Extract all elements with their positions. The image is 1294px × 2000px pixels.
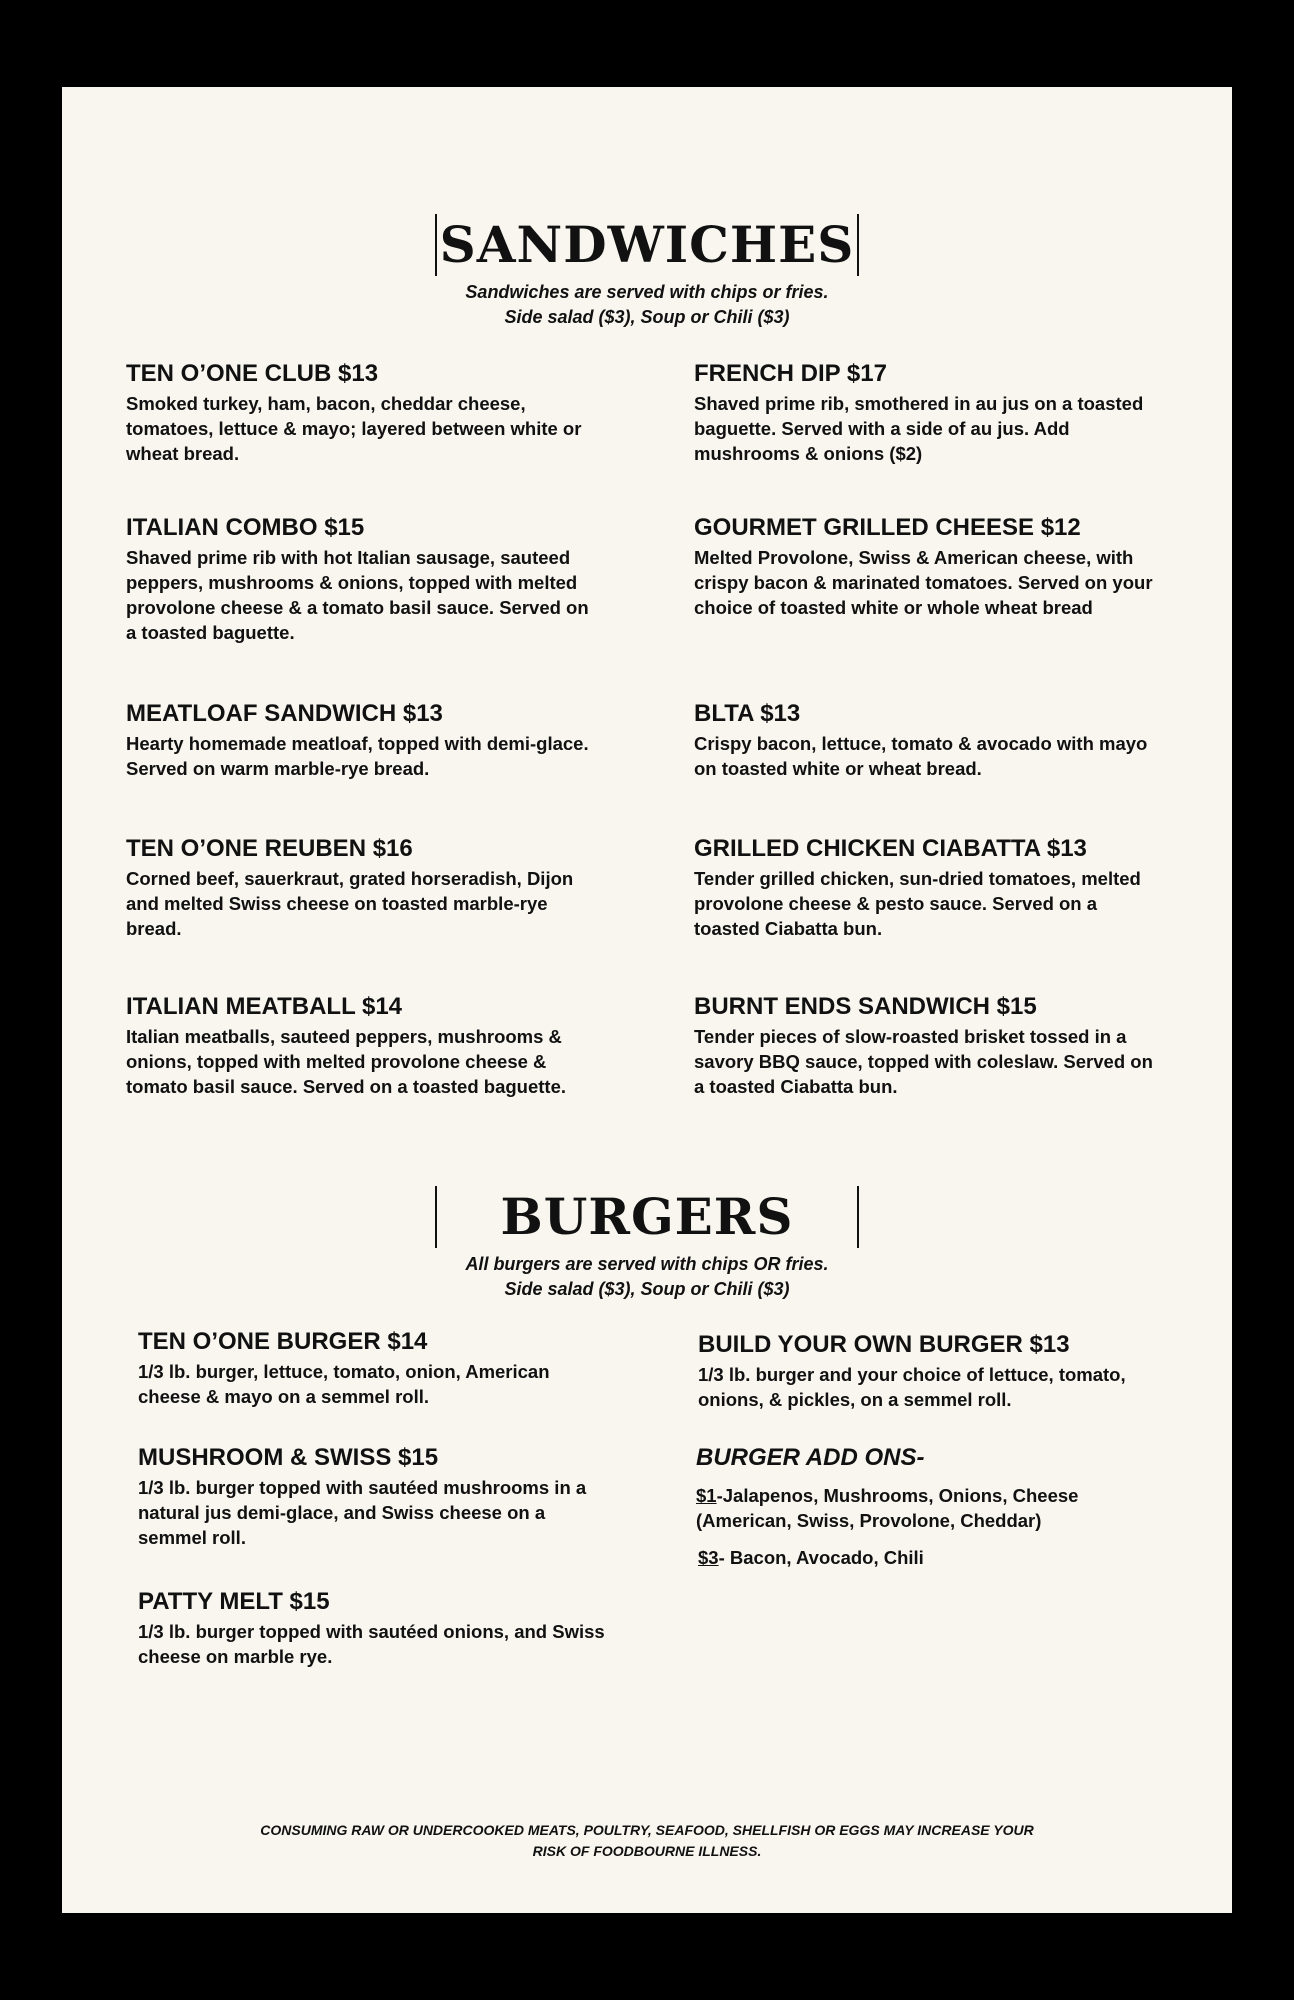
menu-item (126, 992, 596, 1099)
burgers-title: BURGERS (500, 1187, 794, 1246)
title-divider-left (435, 214, 437, 276)
sandwiches-header (62, 214, 1232, 330)
item-name: GRILLED CHICKEN CIABATTA $13 (694, 835, 1087, 862)
item-name: TEN O’ONE REUBEN $16 (126, 835, 413, 862)
item-name: ITALIAN COMBO $15 (126, 514, 365, 541)
item-name: BURNT ENDS SANDWICH $15 (694, 993, 1037, 1020)
title-divider-right (857, 1186, 859, 1248)
item-name: BLTA $13 (694, 700, 801, 727)
item-description: Shaved prime rib, smothered in au jus on a toasted baguette. Served with a side of au jus. Add mushrooms & onions ($2) (694, 393, 1144, 464)
sandwiches-subtitle (62, 280, 1232, 330)
sandwiches-subtitle-line: Sandwiches are served with chips or fries. (465, 282, 829, 302)
menu-item (126, 513, 596, 645)
item-description: 1/3 lb. burger and your choice of lettuce, tomato, onions, & pickles, on a semmel roll. (698, 1364, 1126, 1410)
title-divider-right (857, 214, 859, 276)
item-name: BUILD YOUR OWN BURGER $13 (698, 1331, 1070, 1358)
item-description: Crispy bacon, lettuce, tomato & avocado with mayo on toasted white or wheat bread. (694, 733, 1148, 779)
menu-item (698, 1330, 1168, 1412)
menu-page (62, 87, 1232, 1913)
sandwiches-title-frame (435, 214, 859, 276)
item-description: Corned beef, sauerkraut, grated horseradish, Dijon and melted Swiss cheese on toasted marble-rye bread. (126, 868, 574, 939)
item-name: PATTY MELT $15 (138, 1588, 330, 1615)
disclaimer-line: CONSUMING RAW OR UNDERCOOKED MEATS, POULTRY, SEAFOOD, SHELLFISH OR EGGS MAY INCREASE YOUR (260, 1822, 1034, 1838)
item-name: FRENCH DIP $17 (694, 360, 887, 387)
item-name: TEN O’ONE BURGER $14 (138, 1328, 428, 1355)
menu-item (126, 699, 596, 781)
menu-item (138, 1327, 608, 1409)
menu-item (138, 1587, 608, 1669)
burgers-subtitle-line: Side salad ($3), Soup or Chili ($3) (504, 1279, 790, 1299)
addon-tier-1 (696, 1483, 1166, 1533)
menu-item (694, 992, 1164, 1099)
burgers-title-frame (435, 1186, 859, 1248)
item-description: Melted Provolone, Swiss & American cheese, with crispy bacon & marinated tomatoes. Served on your choice of toasted white or whole wheat bread (694, 547, 1153, 618)
title-divider-left (435, 1186, 437, 1248)
menu-item (138, 1443, 608, 1550)
menu-item (126, 834, 596, 941)
burgers-subtitle (62, 1252, 1232, 1302)
item-name: MUSHROOM & SWISS $15 (138, 1444, 439, 1471)
menu-item (126, 359, 596, 466)
item-description: Tender pieces of slow-roasted brisket tossed in a savory BBQ sauce, topped with coleslaw. Served on a toasted Ciabatta bun. (694, 1026, 1153, 1097)
menu-item (694, 834, 1164, 941)
sandwiches-title: SANDWICHES (439, 215, 855, 274)
item-name: GOURMET GRILLED CHEESE $12 (694, 514, 1081, 541)
menu-item (694, 699, 1164, 781)
burgers-subtitle-line: All burgers are served with chips OR fries. (465, 1254, 829, 1274)
item-description: Hearty homemade meatloaf, topped with demi-glace. Served on warm marble-rye bread. (126, 733, 589, 779)
item-name: ITALIAN MEATBALL $14 (126, 993, 403, 1020)
burger-addons (696, 1443, 1166, 1570)
menu-item (694, 513, 1164, 620)
addon-tier-items: -Jalapenos, Mushrooms, Onions, Cheese (American, Swiss, Provolone, Cheddar) (696, 1485, 1079, 1531)
item-description: Tender grilled chicken, sun-dried tomatoes, melted provolone cheese & pesto sauce. Served on a toasted Ciabatta bun. (694, 868, 1141, 939)
addon-tier-price: $1 (696, 1485, 717, 1506)
item-description: Shaved prime rib with hot Italian sausage, sauteed peppers, mushrooms & onions, topped with melted provolone cheese & a tomato basil sauce. Served on a toasted baguette. (126, 547, 589, 643)
addons-title: BURGER ADD ONS- (696, 1444, 925, 1471)
item-description: 1/3 lb. burger topped with sautéed onions, and Swiss cheese on marble rye. (138, 1621, 605, 1667)
item-name: MEATLOAF SANDWICH $13 (126, 700, 443, 727)
item-name: TEN O’ONE CLUB $13 (126, 360, 379, 387)
menu-item (694, 359, 1164, 466)
item-description: 1/3 lb. burger, lettuce, tomato, onion, American cheese & mayo on a semmel roll. (138, 1361, 550, 1407)
item-description: 1/3 lb. burger topped with sautéed mushrooms in a natural jus demi-glace, and Swiss cheese on a semmel roll. (138, 1477, 587, 1548)
disclaimer-line: RISK OF FOODBOURNE ILLNESS. (532, 1843, 762, 1859)
addon-tier-items: - Bacon, Avocado, Chili (718, 1547, 924, 1568)
addon-tier-price: $3 (698, 1547, 719, 1568)
item-description: Italian meatballs, sauteed peppers, mushrooms & onions, topped with melted provolone cheese & tomato basil sauce. Served on a toasted baguette. (126, 1026, 567, 1097)
burgers-header (62, 1186, 1232, 1302)
sandwiches-subtitle-line: Side salad ($3), Soup or Chili ($3) (504, 307, 790, 327)
food-safety-disclaimer (62, 1820, 1232, 1862)
addon-tier-2 (696, 1545, 1166, 1570)
item-description: Smoked turkey, ham, bacon, cheddar cheese, tomatoes, lettuce & mayo; layered between white or wheat bread. (126, 393, 582, 464)
